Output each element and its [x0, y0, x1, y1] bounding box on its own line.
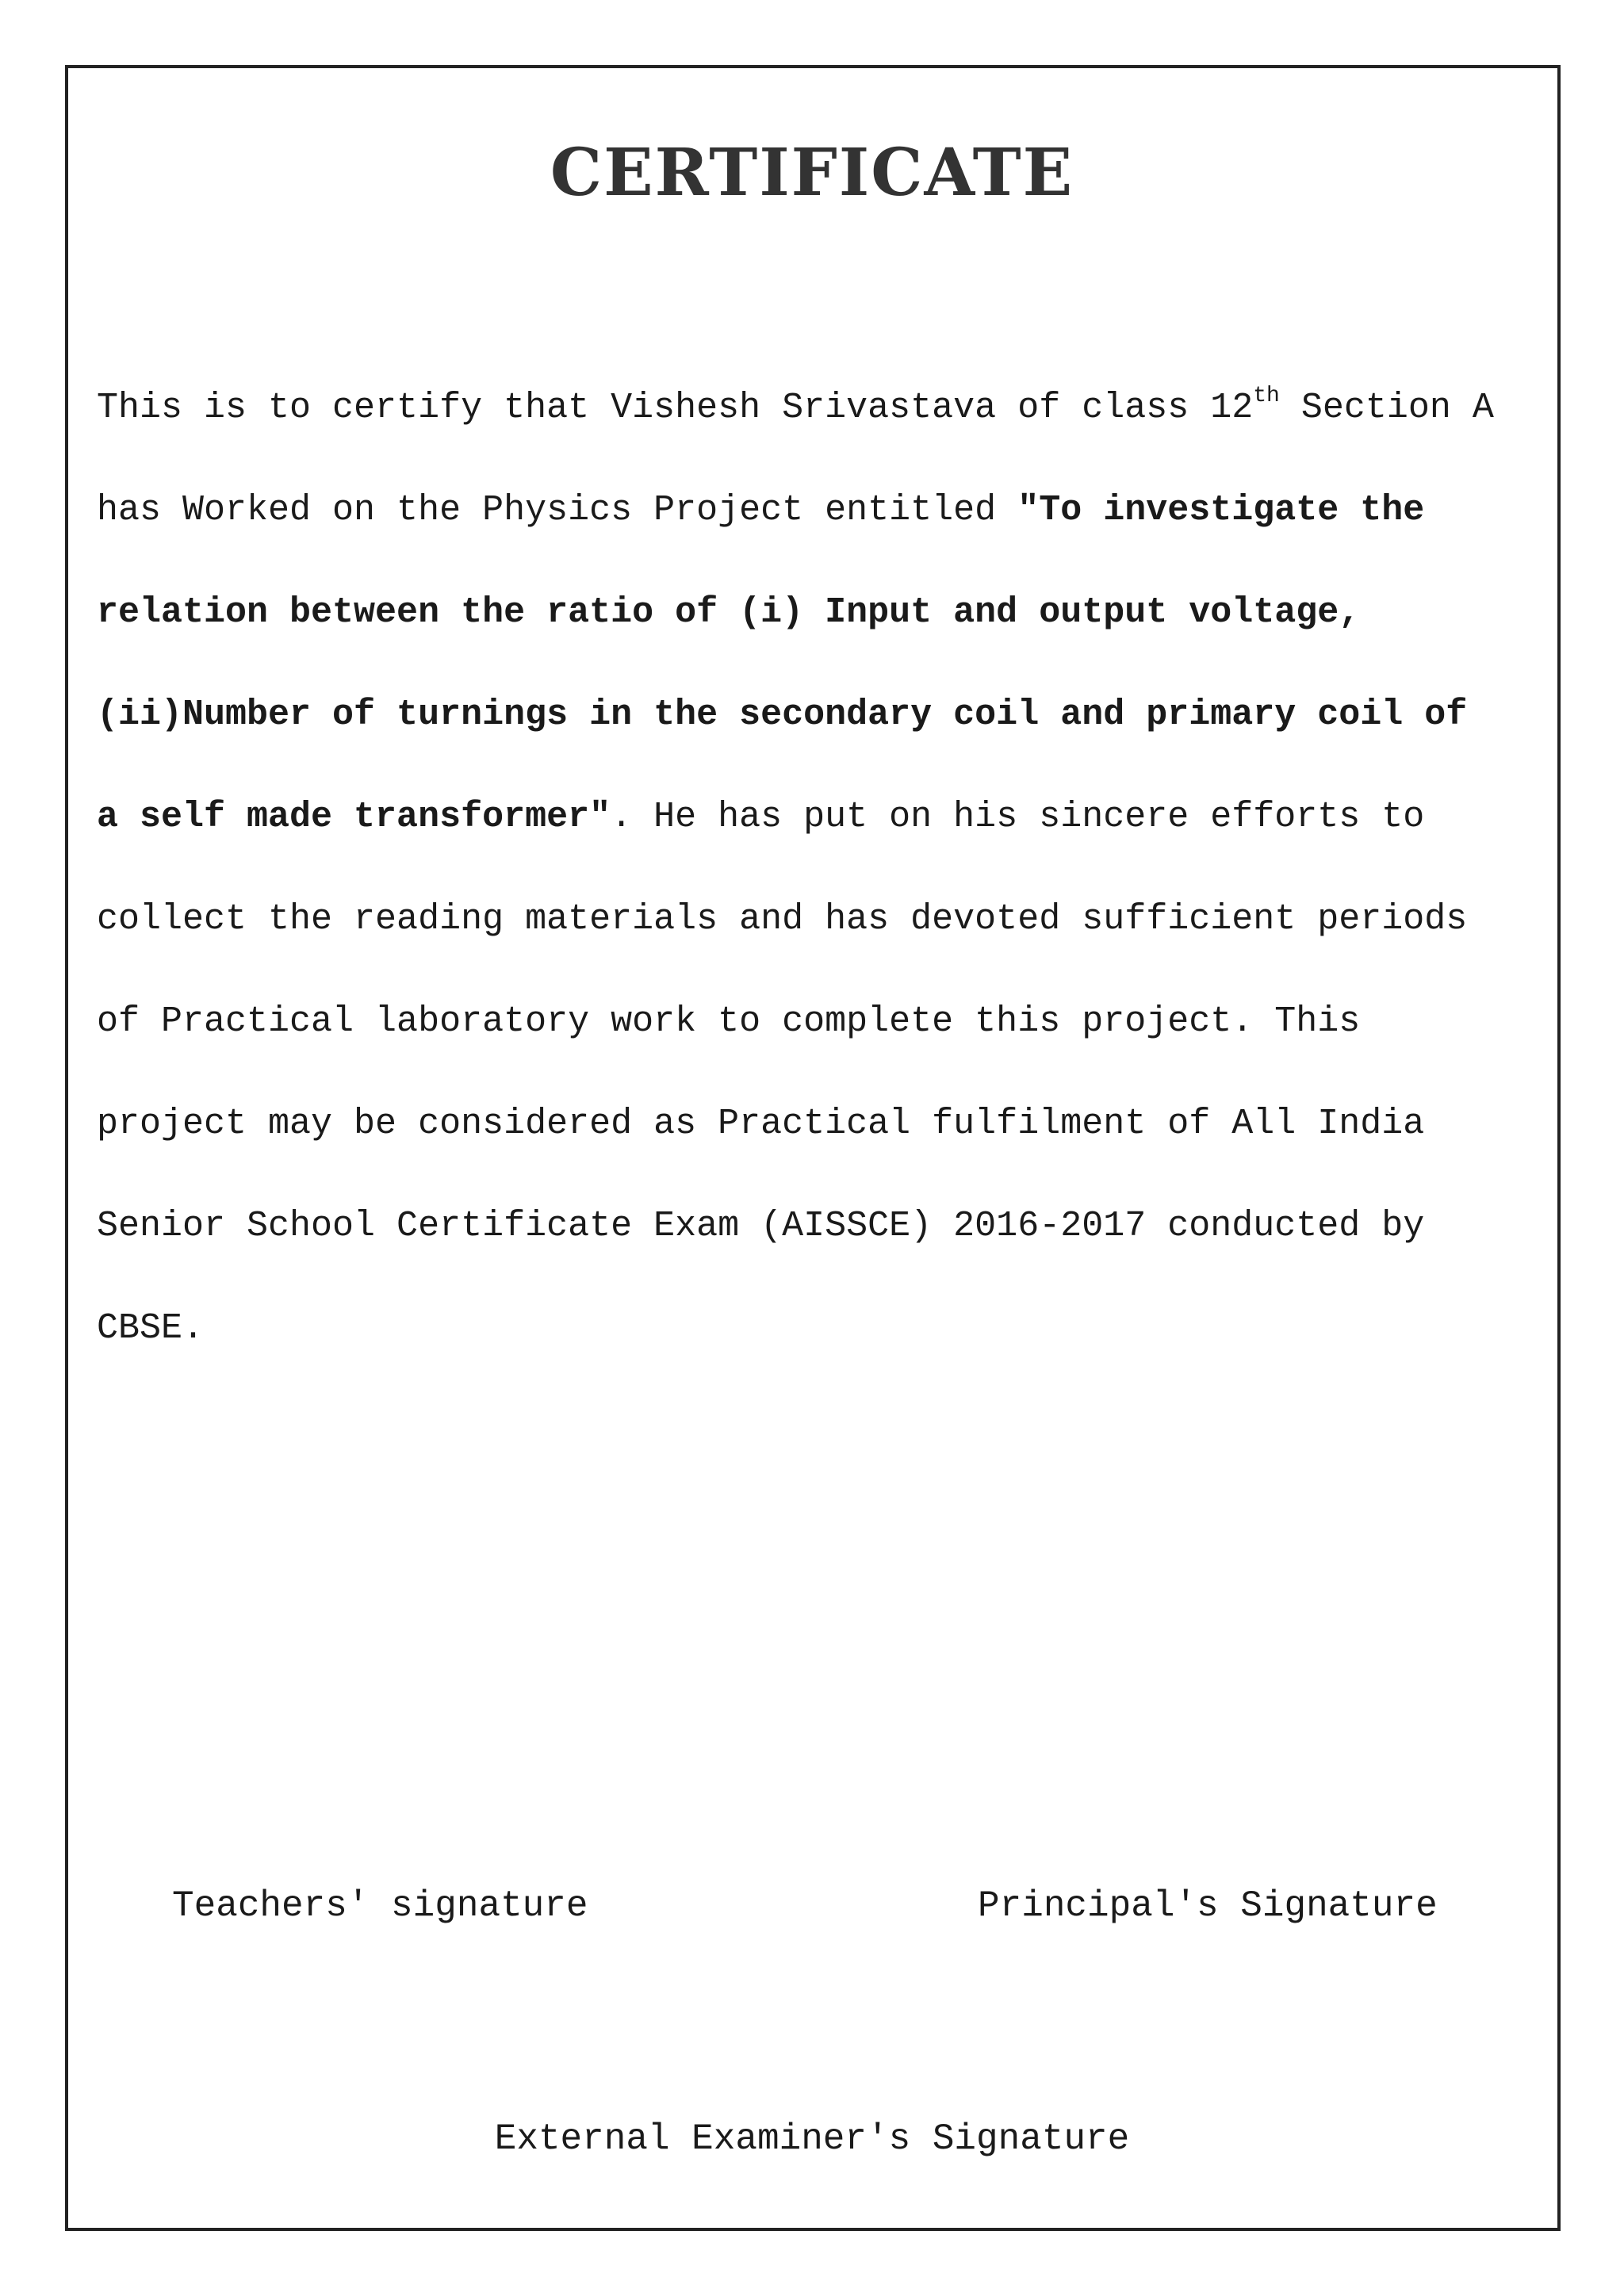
body-line-2-text: has Worked on the Physics Project entitled — [97, 489, 1018, 530]
project-title-end: a self made transformer" — [97, 796, 611, 837]
body-line-10: CBSE. — [97, 1307, 205, 1349]
teacher-signature-label: Teachers' signature — [172, 1885, 588, 1927]
class-ordinal-suffix: th — [1253, 383, 1280, 408]
project-title-start: "To investigate the — [1017, 489, 1425, 530]
body-line-1 — [97, 383, 1548, 434]
principal-signature-label: Principal's Signature — [978, 1885, 1438, 1927]
certificate-body — [97, 331, 1548, 1406]
external-examiner-signature-label: External Examiner's Signature — [494, 2118, 1130, 2160]
body-line-8: project may be considered as Practical fulfilment of All India — [97, 1103, 1425, 1144]
body-line-5 — [97, 792, 1548, 844]
certificate-title: CERTIFICATE — [550, 135, 1074, 211]
body-line-9: Senior School Certificate Exam (AISSCE) 2016-2017 conducted by — [97, 1205, 1425, 1246]
body-line-5-text: . He has put on his sincere efforts to — [611, 796, 1425, 837]
body-line-7: of Practical laboratory work to complete this project. This — [97, 1001, 1361, 1042]
body-line-4: (ii)Number of turnings in the secondary coil and primary coil of — [97, 694, 1468, 735]
body-line-2 — [97, 485, 1548, 537]
body-line-3: relation between the ratio of (i) Input and output voltage, — [97, 591, 1361, 633]
body-line-6: collect the reading materials and has devoted sufficient periods — [97, 898, 1468, 939]
body-line-1-section: Section A — [1279, 387, 1494, 428]
body-line-1-text: This is to certify that Vishesh Srivastava of class 12 — [97, 387, 1254, 428]
